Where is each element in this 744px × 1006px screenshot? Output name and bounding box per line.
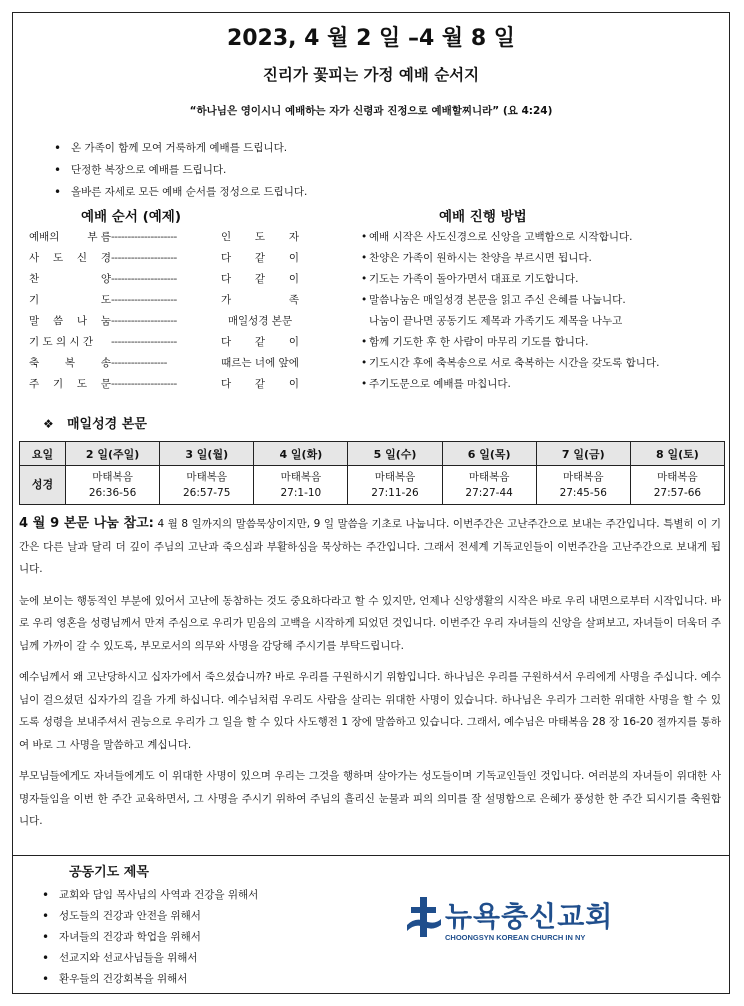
row-label: 성경 xyxy=(20,466,66,505)
prayer-heading: 공동기도 제목 xyxy=(69,865,149,880)
method-item: • 예배 시작은 사도신경으로 신앙을 고백함으로 시작합니다. xyxy=(361,231,633,243)
day-header: 3 일(월) xyxy=(160,442,254,466)
order-row: 기 도 -------------------- 가 족 xyxy=(29,290,299,311)
daily-bible-table xyxy=(19,441,725,505)
order-item-leader: 다 같 이 xyxy=(221,378,299,390)
scripture-verse: “하나님은 영이시니 예배하는 자가 신령과 진정으로 예배할찌니라” (요 4:24) xyxy=(189,105,553,117)
method-item: • 함께 기도한 후 한 사람이 마무리 기도를 합니다. xyxy=(361,336,589,348)
passage-cell: 마태복음 27:45-56 xyxy=(536,466,630,505)
prayer-list xyxy=(39,885,258,990)
order-item-leader: 매일성경 본문 xyxy=(227,315,293,327)
page-title: 2023, 4 월 2 일 –4 월 8 일 xyxy=(226,26,516,51)
day-header: 2 일(주일) xyxy=(66,442,160,466)
order-row: 찬 양 -------------------- 다 같 이 xyxy=(29,269,299,290)
order-item-name: 사 도 신 경 xyxy=(29,252,111,264)
method-item: • 찬양은 가족이 원하시는 찬양을 부르시면 됩니다. xyxy=(361,252,592,264)
passage-cell: 마태복음 27:11-26 xyxy=(348,466,442,505)
day-header: 4 일(화) xyxy=(254,442,348,466)
diamond-bullet-icon: ❖ xyxy=(43,417,54,431)
order-item-name: 주 기 도 문 xyxy=(29,378,111,390)
church-logo xyxy=(405,893,623,947)
passage-cell: 마태복음 26:57-75 xyxy=(160,466,254,505)
note-paragraph: 4 월 9 본문 나눔 참고: 4 월 8 일까지의 말씀묵상이지만, 9 일 말씀을 기초로 나눕니다. 이번주간은 고난주간으로 보내는 주간입니다. 특별히 이 기간은 다른 날과 달리 더 깊이 주님의 고난과 죽으심과 부활하심을 묵상하는 주간입니다. 그래서 전세계 기독교인들이 이번주간을 고난주간으로 보내게 됩니다. xyxy=(19,516,722,575)
prayer-item: • 환우들의 건강회복을 위해서 xyxy=(39,969,258,990)
order-row: 축 복 송 ----------------- 때르는 너에 앞에 xyxy=(29,353,299,374)
method-item: • 기도는 가족이 돌아가면서 대표로 기도합니다. xyxy=(361,273,579,285)
passage-cell: 마태복음 27:57-66 xyxy=(630,466,724,505)
day-header: 8 일(토) xyxy=(630,442,724,466)
method-item: 나눔이 끝나면 공동기도 제목과 가족기도 제목을 나누고 xyxy=(369,315,623,327)
order-item-name: 말 씀 나 눔 xyxy=(29,315,111,327)
worship-method-heading: 예배 진행 방법 xyxy=(439,209,527,225)
passage-cell: 마태복음 27:1-10 xyxy=(254,466,348,505)
worship-order-list xyxy=(29,227,299,395)
prayer-item: • 자녀들의 건강과 학업을 위해서 xyxy=(39,927,258,948)
intro-item: • 올바른 자세로 모든 예배 순서를 정성으로 드립니다. xyxy=(49,181,307,203)
day-header: 7 일(금) xyxy=(536,442,630,466)
day-header: 5 일(수) xyxy=(348,442,442,466)
passage-cell: 마태복음 26:36-56 xyxy=(66,466,160,505)
method-item: • 주기도문으로 예배를 마칩니다. xyxy=(361,378,511,390)
section-divider xyxy=(13,855,729,856)
order-item-leader: 다 같 이 xyxy=(221,252,299,264)
worship-order-heading: 예배 순서 (예제) xyxy=(81,209,181,225)
method-item: • 기도시간 후에 축복송으로 서로 축복하는 시간을 갖도록 합니다. xyxy=(361,357,660,369)
passage-cell: 마태복음 27:27-44 xyxy=(442,466,536,505)
note-paragraph: 눈에 보이는 행동적인 부분에 있어서 고난에 동참하는 것도 중요하다라고 할 수 있지만, 언제나 신앙생활의 시작은 바로 우리 내면으로부터 시작입니다. 바로 우리 영혼을 성령님께서 만져 주심으로 우리가 믿음의 고백을 시작하게 되었던 것입니다. 이번주간 우리 자녀들의 신앙을 살펴보고, 자녀들이 더욱더 주님께 가까이 갈 수 있도록, 부모로서의 의무와 사명을 감당해 주시기를 부탁드립니다. xyxy=(19,594,721,652)
order-item-leader: 인 도 자 xyxy=(221,231,299,243)
order-item-name: 예배의 부 름 xyxy=(29,231,111,243)
daily-bible-heading: ❖ 매일성경 본문 xyxy=(43,417,147,432)
bulletin-page xyxy=(12,12,730,994)
order-item-name: 찬 양 xyxy=(29,273,111,285)
church-name-korean: 뉴욕충신교회 xyxy=(445,900,614,933)
day-header: 6 일(목) xyxy=(442,442,536,466)
method-item: • 말씀나눔은 매일성경 본문을 읽고 주신 은혜를 나눕니다. xyxy=(361,294,626,306)
table-corner-cell: 요일 xyxy=(20,442,66,466)
table-header-row xyxy=(20,442,725,466)
intro-item: • 온 가족이 함께 모여 거룩하게 예배를 드립니다. xyxy=(49,137,307,159)
order-item-leader: 가 족 xyxy=(221,294,299,306)
cross-icon xyxy=(405,895,443,941)
prayer-item: • 성도들의 건강과 안전을 위해서 xyxy=(39,906,258,927)
note-lead: 4 월 9 본문 나눔 참고: xyxy=(19,516,154,531)
order-item-name: 기 도 의 시 간 xyxy=(29,336,94,348)
intro-item: • 단정한 복장으로 예배를 드립니다. xyxy=(49,159,307,181)
order-row: 주 기 도 문 -------------------- 다 같 이 xyxy=(29,374,299,395)
order-item-name: 기 도 xyxy=(29,294,111,306)
prayer-item: • 교회와 담임 목사님의 사역과 건강을 위해서 xyxy=(39,885,258,906)
worship-method-list xyxy=(361,227,731,395)
order-row: 예배의 부 름 -------------------- 인 도 자 xyxy=(29,227,299,248)
order-row: 사 도 신 경 -------------------- 다 같 이 xyxy=(29,248,299,269)
sharing-note xyxy=(19,513,721,842)
note-paragraph: 부모님들에게도 자녀들에게도 이 위대한 사명이 있으며 우리는 그것을 행하며 살아가는 성도들이며 기독교인들인 것입니다. 여러분의 자녀들이 위대한 사명자들임을 이번 한 주간 교육하면서, 그 사명을 주시기 위하여 주님의 흘리신 눈물과 피의 의미를 잘 설명함으로 은혜가 풍성한 한 주간 되시기를 축원합니다. xyxy=(19,770,721,827)
order-item-leader: 다 같 이 xyxy=(221,336,299,348)
order-row: 말 씀 나 눔 -------------------- 매일성경 본문 xyxy=(29,311,299,332)
church-name-english: CHOONGSYN KOREAN CHURCH IN NY xyxy=(445,933,586,942)
order-item-leader: 다 같 이 xyxy=(221,273,299,285)
note-paragraph: 예수님께서 왜 고난당하시고 십자가에서 죽으셨습니까? 바로 우리를 구원하시기 위함입니다. 하나님은 우리를 구원하셔서 우리에게 사명을 주십니다. 예수님이 걸으셨던 십자가의 길을 가게 하십니다. 예수님처럼 우리도 사람을 살리는 위대한 사명이 있습니다. 하나님은 우리가 그러한 위대한 사명을 할 수 있도록 성령을 보내주셔서 권능으로 우리가 그 일을 할 수 있다 사도행전 1 장에 말씀하고 있습니다. 그래서, 예수님은 마태복음 28 장 16-20 절까지를 통하여 바로 그 사명을 말씀하고 계십니다. xyxy=(19,671,721,751)
order-row: 기 도 의 시 간 -------------------- 다 같 이 xyxy=(29,332,299,353)
prayer-item: • 선교지와 선교사님들을 위해서 xyxy=(39,948,258,969)
order-item-name: 축 복 송 xyxy=(29,357,111,369)
intro-list xyxy=(49,137,307,203)
page-subtitle: 진리가 꽃피는 가정 예배 순서지 xyxy=(262,66,480,84)
table-row xyxy=(20,466,725,505)
order-item-leader: 때르는 너에 앞에 xyxy=(221,357,299,369)
